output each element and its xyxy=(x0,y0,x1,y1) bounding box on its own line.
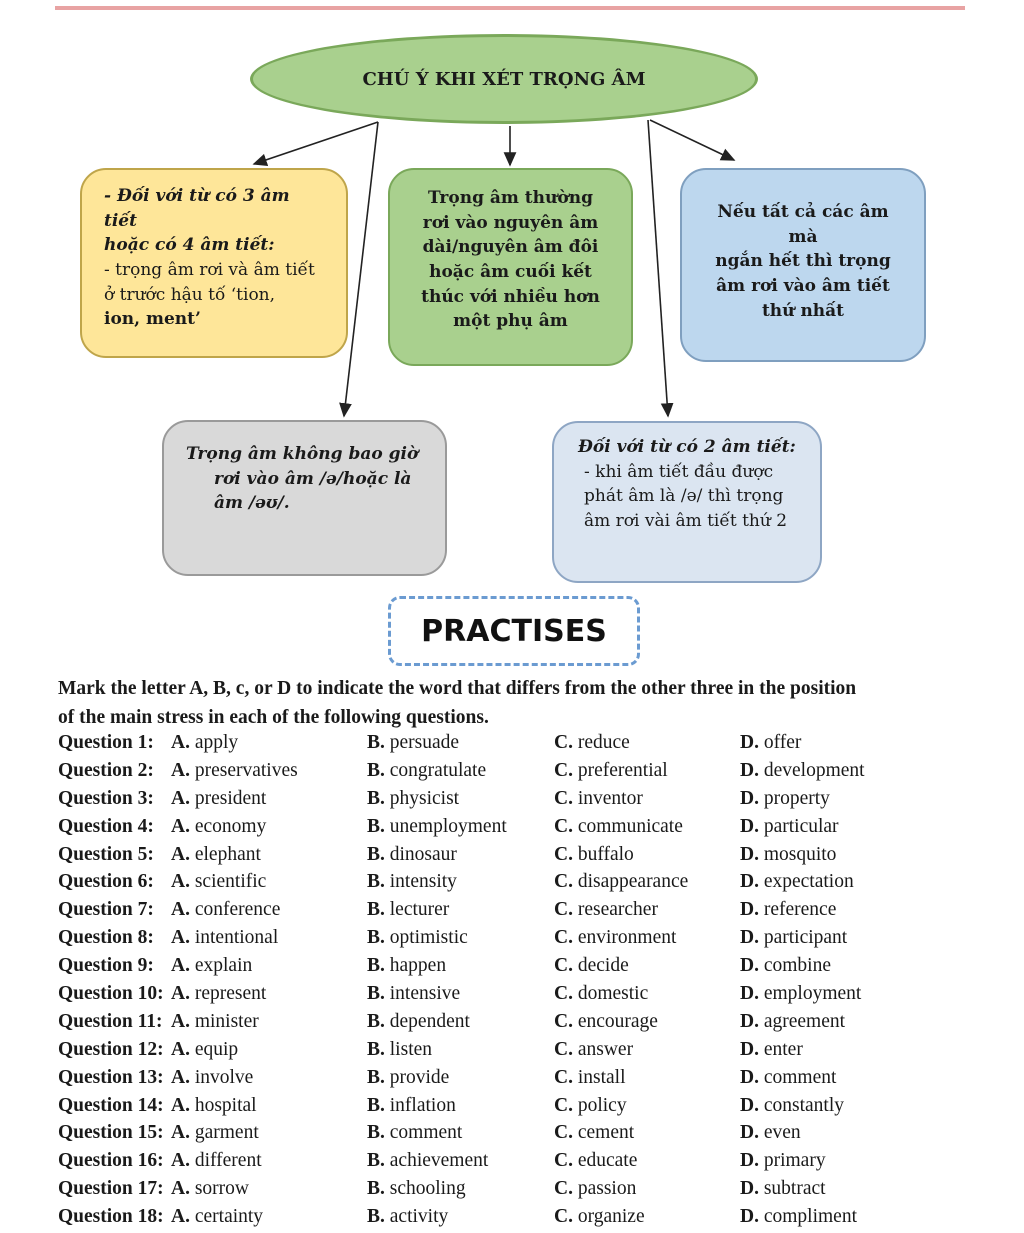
option-b xyxy=(367,785,459,813)
option-letter: C. xyxy=(554,732,573,753)
rule-line2: rơi vào nguyên âm xyxy=(422,212,599,233)
option-word: policy xyxy=(577,1094,627,1116)
option-word: development xyxy=(763,759,865,781)
option-d xyxy=(740,868,854,896)
option-a xyxy=(171,785,266,813)
option-letter: A. xyxy=(171,1122,190,1144)
rule-line5: thúc với nhiều hơn xyxy=(421,286,600,307)
option-letter: C. xyxy=(554,843,573,865)
question-row xyxy=(58,729,998,757)
option-d xyxy=(740,1092,844,1120)
option-word: certainty xyxy=(194,1206,264,1228)
option-a xyxy=(171,1203,263,1231)
option-word: communicate xyxy=(577,815,683,837)
rule-text-line3: - trọng âm rơi và âm tiết xyxy=(104,259,315,280)
option-letter: A. xyxy=(171,1178,190,1200)
rule-heading: Đối với từ có 2 âm tiết: xyxy=(578,437,796,457)
option-letter: D. xyxy=(740,1122,759,1144)
option-word: mosquito xyxy=(763,843,837,865)
option-word: constantly xyxy=(763,1094,844,1116)
option-word: sorrow xyxy=(194,1178,250,1200)
option-word: dinosaur xyxy=(389,843,457,865)
question-label: Question 11: xyxy=(58,1010,163,1032)
option-word: represent xyxy=(194,983,267,1005)
option-letter: D. xyxy=(740,1010,759,1032)
option-letter: D. xyxy=(740,927,759,949)
option-c xyxy=(554,729,630,757)
option-letter: D. xyxy=(740,955,759,977)
question-label: Question 10: xyxy=(58,983,164,1005)
question-label: Question 16: xyxy=(58,1150,164,1172)
option-c xyxy=(554,868,688,896)
option-word: dependent xyxy=(389,1010,470,1032)
option-letter: A. xyxy=(171,1038,190,1060)
option-word: property xyxy=(763,787,830,809)
option-b xyxy=(367,868,457,896)
rule-line2: rơi vào âm /ə/hoặc là xyxy=(214,468,412,489)
option-letter: B. xyxy=(367,759,385,781)
rule-line3: âm rơi vào âm tiết xyxy=(716,275,890,296)
option-c xyxy=(554,952,629,980)
option-word: compliment xyxy=(763,1206,857,1228)
question-row xyxy=(58,896,998,924)
option-b xyxy=(367,1064,449,1092)
option-d xyxy=(740,1175,826,1203)
rule-line3: dài/nguyên âm đôi xyxy=(422,237,599,258)
option-letter: A. xyxy=(171,955,190,977)
question-label: Question 9: xyxy=(58,955,154,977)
option-letter: C. xyxy=(554,955,573,977)
option-word: enter xyxy=(763,1038,803,1060)
mindmap-title-ellipse xyxy=(250,34,758,124)
option-word: organize xyxy=(577,1206,645,1228)
option-letter: A. xyxy=(171,927,190,949)
option-word: comment xyxy=(763,1066,837,1088)
option-letter: D. xyxy=(740,871,759,893)
option-word: explain xyxy=(194,955,253,977)
option-letter: B. xyxy=(367,983,385,1005)
option-word: environment xyxy=(577,927,677,949)
question-row xyxy=(58,1036,998,1064)
option-b xyxy=(367,1092,456,1120)
option-c xyxy=(554,785,643,813)
rule-line1: Trọng âm không bao giờ xyxy=(186,444,419,464)
option-a xyxy=(171,896,280,924)
option-word: inflation xyxy=(389,1094,456,1116)
rule-line4: âm rơi vài âm tiết thứ 2 xyxy=(584,510,788,531)
question-row xyxy=(58,952,998,980)
option-a xyxy=(171,924,278,952)
practises-title: PRACTISES xyxy=(421,613,607,649)
rule-line1: Trọng âm thường xyxy=(428,188,593,208)
option-b xyxy=(367,1203,448,1231)
option-word: apply xyxy=(194,732,239,753)
option-letter: D. xyxy=(740,1178,759,1200)
option-b xyxy=(367,980,460,1008)
option-letter: A. xyxy=(171,843,190,865)
option-word: offer xyxy=(763,732,802,753)
option-word: install xyxy=(577,1066,626,1088)
option-word: garment xyxy=(194,1122,259,1144)
question-row xyxy=(58,1147,998,1175)
option-word: reduce xyxy=(577,732,630,753)
option-a xyxy=(171,1064,253,1092)
option-c xyxy=(554,1175,636,1203)
option-word: equip xyxy=(194,1038,239,1060)
option-c xyxy=(554,1147,637,1175)
option-word: answer xyxy=(577,1038,634,1060)
rule-line6: một phụ âm xyxy=(453,311,568,332)
option-word: happen xyxy=(389,955,447,977)
option-c xyxy=(554,841,634,869)
option-word: inventor xyxy=(577,787,643,809)
option-word: elephant xyxy=(194,843,261,865)
option-letter: B. xyxy=(367,871,385,893)
option-d xyxy=(740,729,801,757)
option-word: preservatives xyxy=(194,759,298,781)
option-word: involve xyxy=(194,1066,254,1088)
rule-line3: âm /əʊ/. xyxy=(214,493,290,514)
question-label: Question 12: xyxy=(58,1038,164,1060)
rule-line2: ngắn hết thì trọng xyxy=(715,251,891,272)
option-letter: A. xyxy=(171,983,190,1005)
question-label: Question 6: xyxy=(58,871,154,893)
option-letter: D. xyxy=(740,1206,759,1228)
rule-line3: phát âm là /ə/ thì trọng xyxy=(584,486,784,507)
option-d xyxy=(740,896,836,924)
option-letter: C. xyxy=(554,1038,573,1060)
rule-box-short-vowels xyxy=(680,168,926,362)
option-letter: B. xyxy=(367,1150,385,1172)
option-letter: B. xyxy=(367,843,385,865)
question-row xyxy=(58,813,998,841)
question-row xyxy=(58,1203,998,1231)
option-d xyxy=(740,1064,836,1092)
option-word: scientific xyxy=(194,871,267,893)
question-label: Question 2: xyxy=(58,759,154,781)
option-b xyxy=(367,924,468,952)
option-d xyxy=(740,1203,857,1231)
question-row xyxy=(58,785,998,813)
option-word: optimistic xyxy=(389,927,468,949)
question-label: Question 18: xyxy=(58,1206,164,1228)
option-d xyxy=(740,785,830,813)
option-word: encourage xyxy=(577,1010,658,1032)
arrow-to-right-box xyxy=(650,120,734,160)
option-letter: B. xyxy=(367,732,385,753)
option-letter: B. xyxy=(367,1010,385,1032)
option-letter: D. xyxy=(740,843,759,865)
option-letter: D. xyxy=(740,1066,759,1088)
option-c xyxy=(554,1203,645,1231)
option-word: researcher xyxy=(577,899,658,921)
option-letter: D. xyxy=(740,787,759,809)
question-label: Question 8: xyxy=(58,927,154,949)
option-word: primary xyxy=(763,1150,826,1172)
exercise-instructions xyxy=(58,674,988,732)
option-letter: D. xyxy=(740,759,759,781)
option-c xyxy=(554,924,676,952)
arrow-to-bottom-right-box xyxy=(648,120,668,416)
option-letter: A. xyxy=(171,1094,190,1116)
option-letter: B. xyxy=(367,1178,385,1200)
option-letter: B. xyxy=(367,787,385,809)
option-word: physicist xyxy=(389,787,460,809)
mindmap-title: CHÚ Ý KHI XÉT TRỌNG ÂM xyxy=(362,68,646,90)
option-word: congratulate xyxy=(389,759,487,781)
question-label: Question 3: xyxy=(58,787,154,809)
rule-text-line4: ở trước hậu tố ‘tion, xyxy=(104,284,276,305)
option-letter: B. xyxy=(367,927,385,949)
option-c xyxy=(554,1008,658,1036)
option-letter: B. xyxy=(367,815,385,837)
rule-line1: Nếu tất cả các âm mà xyxy=(717,202,889,247)
question-row xyxy=(58,1008,998,1036)
option-letter: A. xyxy=(171,732,190,753)
option-word: different xyxy=(194,1150,262,1172)
option-letter: C. xyxy=(554,927,573,949)
option-b xyxy=(367,1175,466,1203)
option-word: listen xyxy=(389,1038,433,1060)
option-b xyxy=(367,952,446,980)
option-letter: C. xyxy=(554,871,573,893)
option-c xyxy=(554,896,658,924)
option-d xyxy=(740,757,865,785)
option-word: reference xyxy=(763,899,837,921)
question-row xyxy=(58,841,998,869)
option-c xyxy=(554,813,683,841)
option-a xyxy=(171,980,266,1008)
question-label: Question 14: xyxy=(58,1094,164,1116)
rule-box-three-four-syllables xyxy=(80,168,348,358)
question-row xyxy=(58,1119,998,1147)
option-a xyxy=(171,1092,257,1120)
question-label: Question 15: xyxy=(58,1122,164,1144)
option-word: agreement xyxy=(763,1010,846,1032)
instruction-line1: Mark the letter A, B, c, or D to indicate the word that differs from the other three in the position xyxy=(58,678,857,699)
arrow-to-bottom-left-box xyxy=(344,122,378,416)
option-word: hospital xyxy=(194,1094,257,1116)
option-c xyxy=(554,757,668,785)
option-letter: C. xyxy=(554,787,573,809)
option-word: unemployment xyxy=(389,815,507,837)
option-d xyxy=(740,1119,801,1147)
option-c xyxy=(554,1064,626,1092)
question-row xyxy=(58,868,998,896)
question-row xyxy=(58,980,998,1008)
option-letter: B. xyxy=(367,1122,385,1144)
option-letter: C. xyxy=(554,1178,573,1200)
option-letter: A. xyxy=(171,899,190,921)
option-letter: A. xyxy=(171,1206,190,1228)
option-word: president xyxy=(194,787,267,809)
option-word: passion xyxy=(577,1178,637,1200)
option-d xyxy=(740,980,861,1008)
option-word: achievement xyxy=(389,1150,489,1172)
option-b xyxy=(367,813,507,841)
option-c xyxy=(554,1036,633,1064)
option-a xyxy=(171,952,252,980)
option-letter: C. xyxy=(554,1150,573,1172)
option-b xyxy=(367,1036,432,1064)
question-list xyxy=(58,729,998,1231)
option-word: domestic xyxy=(577,983,649,1005)
option-b xyxy=(367,729,459,757)
question-row xyxy=(58,1175,998,1203)
option-b xyxy=(367,1119,462,1147)
option-letter: C. xyxy=(554,1094,573,1116)
option-word: intentional xyxy=(194,927,279,949)
option-word: educate xyxy=(577,1150,638,1172)
option-letter: C. xyxy=(554,899,573,921)
option-word: lecturer xyxy=(389,899,450,921)
option-word: participant xyxy=(763,927,848,949)
option-word: comment xyxy=(389,1122,463,1144)
question-row xyxy=(58,1092,998,1120)
option-letter: D. xyxy=(740,1150,759,1172)
option-letter: D. xyxy=(740,899,759,921)
rule-box-schwa xyxy=(162,420,447,576)
option-a xyxy=(171,1008,259,1036)
rule-line4: thứ nhất xyxy=(761,300,845,321)
option-word: preferential xyxy=(577,759,668,781)
option-b xyxy=(367,1147,488,1175)
question-label: Question 5: xyxy=(58,843,154,865)
option-letter: D. xyxy=(740,1038,759,1060)
option-letter: B. xyxy=(367,899,385,921)
option-d xyxy=(740,1147,826,1175)
option-a xyxy=(171,813,266,841)
option-word: conference xyxy=(194,899,281,921)
option-a xyxy=(171,757,298,785)
option-d xyxy=(740,1036,803,1064)
option-letter: C. xyxy=(554,1066,573,1088)
option-word: schooling xyxy=(389,1178,466,1200)
option-word: expectation xyxy=(763,871,854,893)
question-label: Question 13: xyxy=(58,1066,164,1088)
option-c xyxy=(554,980,648,1008)
option-d xyxy=(740,813,839,841)
option-letter: C. xyxy=(554,1122,573,1144)
question-label: Question 1: xyxy=(58,732,154,753)
option-word: particular xyxy=(763,815,839,837)
option-letter: B. xyxy=(367,1038,385,1060)
option-word: combine xyxy=(763,955,831,977)
option-word: minister xyxy=(194,1010,259,1032)
option-letter: B. xyxy=(367,1094,385,1116)
option-letter: A. xyxy=(171,1150,190,1172)
option-letter: A. xyxy=(171,1066,190,1088)
option-d xyxy=(740,1008,845,1036)
option-word: disappearance xyxy=(577,871,689,893)
option-a xyxy=(171,1119,259,1147)
option-word: employment xyxy=(763,983,862,1005)
option-word: activity xyxy=(389,1206,449,1228)
option-d xyxy=(740,952,831,980)
question-row xyxy=(58,924,998,952)
rule-heading-line1: - Đối với từ có 3 âm tiết xyxy=(104,186,290,231)
option-word: intensive xyxy=(389,983,461,1005)
rule-line4: hoặc âm cuối kết xyxy=(429,261,592,282)
option-b xyxy=(367,896,449,924)
option-letter: C. xyxy=(554,759,573,781)
option-word: decide xyxy=(577,955,629,977)
option-c xyxy=(554,1092,627,1120)
option-letter: C. xyxy=(554,1010,573,1032)
option-letter: B. xyxy=(367,1206,385,1228)
option-letter: B. xyxy=(367,955,385,977)
option-word: buffalo xyxy=(577,843,634,865)
rule-box-long-vowels xyxy=(388,168,633,366)
rule-box-two-syllables xyxy=(552,421,822,583)
question-label: Question 17: xyxy=(58,1178,164,1200)
option-letter: B. xyxy=(367,1066,385,1088)
instruction-line2: of the main stress in each of the following questions. xyxy=(58,707,489,728)
option-word: economy xyxy=(194,815,267,837)
option-letter: D. xyxy=(740,1094,759,1116)
option-letter: C. xyxy=(554,815,573,837)
option-d xyxy=(740,841,836,869)
question-label: Question 4: xyxy=(58,815,154,837)
option-b xyxy=(367,841,457,869)
question-label: Question 7: xyxy=(58,899,154,921)
option-letter: D. xyxy=(740,815,759,837)
option-a xyxy=(171,841,261,869)
rule-heading-line2: hoặc có 4 âm tiết: xyxy=(104,235,275,256)
option-word: intensity xyxy=(389,871,457,893)
option-letter: A. xyxy=(171,787,190,809)
option-letter: A. xyxy=(171,759,190,781)
option-a xyxy=(171,729,238,757)
option-a xyxy=(171,1147,262,1175)
arrow-to-left-box xyxy=(254,122,378,164)
option-letter: C. xyxy=(554,1206,573,1228)
option-a xyxy=(171,1036,238,1064)
option-c xyxy=(554,1119,634,1147)
practises-heading-box xyxy=(388,596,640,666)
option-word: persuade xyxy=(389,732,460,753)
option-letter: D. xyxy=(740,732,759,753)
rule-text-line5: ion, ment’ xyxy=(104,309,201,330)
option-word: even xyxy=(763,1122,801,1144)
option-b xyxy=(367,757,486,785)
question-row xyxy=(58,757,998,785)
option-a xyxy=(171,868,266,896)
rule-line2: - khi âm tiết đầu được xyxy=(584,461,774,482)
option-word: cement xyxy=(577,1122,635,1144)
option-b xyxy=(367,1008,470,1036)
question-row xyxy=(58,1064,998,1092)
option-letter: A. xyxy=(171,815,190,837)
option-word: provide xyxy=(389,1066,450,1088)
option-letter: A. xyxy=(171,871,190,893)
option-letter: A. xyxy=(171,1010,190,1032)
option-letter: C. xyxy=(554,983,573,1005)
option-d xyxy=(740,924,847,952)
option-a xyxy=(171,1175,249,1203)
option-word: subtract xyxy=(763,1178,826,1200)
option-letter: D. xyxy=(740,983,759,1005)
